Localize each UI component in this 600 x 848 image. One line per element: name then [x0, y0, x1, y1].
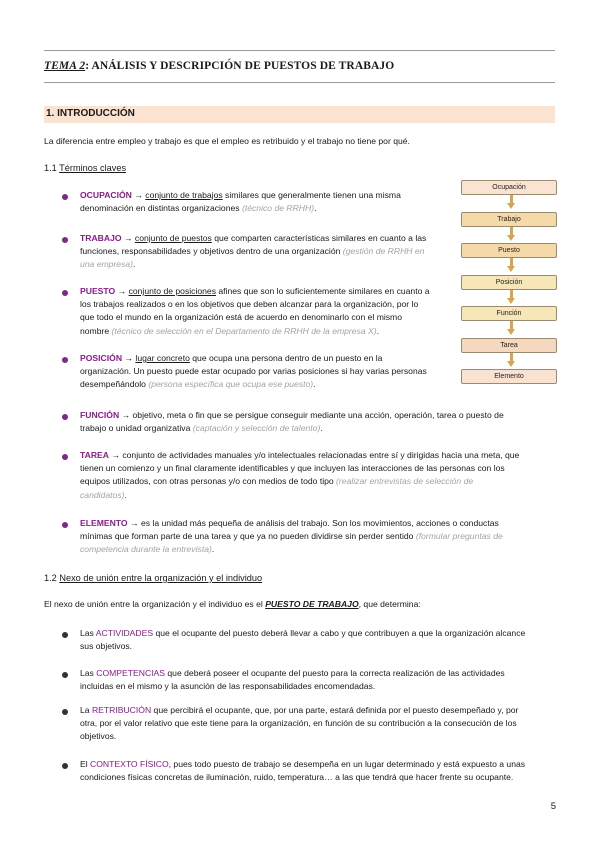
page-number: 5 — [550, 801, 556, 812]
term-line: objetivo, meta o fin que se persigue conseguir mediante una acción, operación, tarea o puesto de — [132, 410, 504, 420]
term-funcion — [80, 409, 556, 435]
bullet-icon — [62, 632, 68, 638]
intro-text: La diferencia entre empleo y trabajo es que el empleo es retribuido y el trabajo no tiene por qué. — [44, 136, 410, 146]
nexo-pre: El nexo de unión entre la organización y el individuo es el — [44, 599, 266, 609]
term-line: denominación en distintas organizaciones — [80, 203, 240, 214]
item-pre: La — [80, 705, 92, 715]
term-keyword: PUESTO — [80, 286, 116, 296]
term-example: (técnico de RRHH) — [239, 203, 315, 214]
bullet-icon — [62, 709, 68, 715]
bullet-icon — [62, 290, 68, 296]
bullet-icon — [62, 522, 68, 528]
nexo-keyword: PUESTO DE TRABAJO — [265, 599, 359, 609]
term-example: (técnico de selección en el Departamento de RRHH de la empresa X) — [109, 325, 377, 336]
item-line: sus objetivos. — [80, 641, 133, 652]
term-line: que ocupa una persona dentro de un puesto en la — [189, 353, 383, 363]
page-title — [44, 60, 394, 72]
term-keyword: FUNCIÓN — [80, 410, 120, 420]
term-end: . — [133, 259, 136, 270]
term-line: organización. Un puesto puede estar ocupado por varias posiciones si hay varias personas — [80, 366, 427, 377]
term-line: nombre — [80, 325, 110, 336]
term-line: que todo el mundo en la organización está de acuerdo en denominarlo con el mismo — [80, 312, 402, 323]
arrow-text: → — [127, 518, 141, 528]
diagram-box-puesto: Puesto — [461, 243, 557, 258]
term-tarea — [80, 449, 556, 502]
item-line: incluidas en el mismo y la asunción de las responsabilidades encomendadas. — [80, 681, 376, 692]
term-line: los trabajos realizados o en los objetivos que deben alcanzar para la organización, por lo — [80, 299, 419, 310]
item-keyword: CONTEXTO FÍSICO — [90, 759, 169, 769]
item-keyword: COMPETENCIAS — [96, 668, 166, 678]
term-example: una empresa) — [80, 259, 134, 270]
bullet-icon — [62, 672, 68, 678]
nexo-item-actividades — [80, 627, 556, 653]
arrow-down-icon — [507, 203, 515, 209]
arrow-down-icon — [507, 235, 515, 241]
term-underlined: conjunto de trabajos — [145, 190, 223, 200]
bullet-icon — [62, 414, 68, 420]
term-end: . — [314, 203, 317, 214]
diagram-box-posicion: Posición — [461, 275, 557, 290]
arrow-down-icon — [507, 329, 515, 335]
term-puesto — [80, 285, 456, 338]
item-line: condiciones físicas concretas de iluminación, ruido, temperatura… a las que tendrá que hacer frente su ocupante. — [80, 772, 514, 783]
arrow-down-icon — [507, 266, 515, 272]
diagram-box-funcion: Función — [461, 306, 557, 321]
item-line: que el ocupante del puesto deberá llevar a cabo y que contribuyen a que la organización alcance — [153, 628, 526, 638]
item-keyword: RETRIBUCIÓN — [91, 705, 152, 715]
item-pre: Las — [80, 628, 96, 638]
bullet-icon — [62, 194, 68, 200]
term-end: . — [376, 325, 380, 336]
item-line: otra, por el valor relativo que este tiene para la organización, en función de su contribución a la consecución de los — [80, 718, 517, 729]
term-posicion — [80, 352, 456, 392]
item-line: que deberá poseer el ocupante del puesto para la correcta realización de las actividades — [165, 668, 505, 678]
arrow-down-icon — [507, 361, 515, 367]
term-end: . — [124, 489, 127, 500]
term-keyword: TRABAJO — [80, 233, 122, 243]
diagram-box-elemento: Elemento — [461, 369, 557, 384]
section-1-2-heading — [44, 573, 262, 583]
term-example: competencia durante la entrevista) — [80, 544, 212, 555]
term-line: que comparten características similares en cuanto a las — [211, 233, 427, 243]
bullet-icon — [62, 454, 68, 460]
term-line: es la unidad más pequeña de análisis del trabajo. Son los movimientos, acciones o conductas — [140, 518, 499, 528]
term-line: similares que generalmente tienen una misma — [222, 190, 401, 200]
term-end: . — [211, 544, 215, 555]
diagram-box-tarea: Tarea — [461, 338, 557, 353]
term-underlined: lugar concreto — [135, 353, 190, 363]
term-line: equipos utilizados, con otras personas y/o con medios de todo tipo — [80, 476, 334, 487]
arrow-text: → — [122, 353, 136, 363]
term-underlined: conjunto de posiciones — [128, 286, 216, 296]
term-keyword: TAREA — [80, 450, 109, 460]
term-example: candidatos) — [80, 489, 125, 500]
arrow-text: → — [119, 410, 133, 420]
term-trabajo — [80, 232, 456, 272]
term-line: afines que son lo suficientemente similares en cuanto a — [216, 286, 430, 296]
item-line: , pues todo puesto de trabajo se desempeña en un lugar determinado y está expuesto a unas — [168, 759, 526, 769]
section-1-1-heading — [44, 163, 126, 173]
nexo-item-competencias — [80, 667, 556, 693]
nexo-text — [44, 598, 421, 611]
term-elemento — [80, 517, 556, 557]
term-line: conjunto de actividades manuales y/o intelectuales relacionadas entre sí y dirigidas hacia una meta, que — [122, 450, 520, 460]
nexo-post: , que determina: — [358, 599, 421, 609]
top-rule — [44, 50, 555, 51]
nexo-item-contexto — [80, 758, 556, 784]
term-end: . — [320, 423, 323, 434]
term-end: . — [313, 379, 316, 390]
term-ocupacion — [80, 189, 456, 215]
diagram-box-ocupacion: Ocupación — [461, 180, 557, 195]
hierarchy-diagram — [461, 180, 557, 384]
arrow-text: → — [131, 190, 146, 200]
item-line: que percibirá el ocupante, que, por una parte, estará definida por el puesto desempeñado y, por — [151, 705, 519, 715]
term-line: tienen un comienzo y un final claramente identificables y que incluyen las interacciones de las personas con los — [80, 463, 505, 474]
diagram-box-trabajo: Trabajo — [461, 212, 557, 227]
term-example: (realizar entrevistas de selección de — [333, 476, 474, 487]
term-example: (formular preguntas de — [413, 531, 503, 542]
title-rule — [44, 82, 555, 83]
term-example: (gestión de RRHH en — [340, 246, 425, 257]
nexo-item-retribucion — [80, 704, 556, 744]
term-example: (captación y selección de talento) — [190, 423, 321, 434]
item-pre: El — [80, 759, 91, 769]
term-keyword: POSICIÓN — [80, 353, 123, 363]
intro-heading: 1. INTRODUCCIÓN — [46, 108, 135, 119]
term-example: (persona específica que ocupa ese puesto) — [145, 379, 314, 390]
section-label: Términos claves — [59, 163, 127, 173]
intro-heading-bar — [44, 106, 555, 123]
item-keyword: ACTIVIDADES — [95, 628, 154, 638]
arrow-text: → — [115, 286, 129, 296]
term-line: mínimas que forman parte de una tarea y que ya no pueden dividirse sin perder sentido — [80, 531, 414, 542]
arrow-text: → — [121, 233, 135, 243]
term-line: desempeñándolo — [80, 379, 146, 390]
item-line: objetivos. — [80, 731, 117, 742]
section-number: 1.2 — [44, 573, 60, 583]
tema-label: TEMA 2 — [44, 60, 86, 72]
term-line: trabajo o unidad organizativa — [80, 423, 191, 434]
item-pre: Las — [80, 668, 97, 678]
term-keyword: OCUPACIÓN — [80, 190, 132, 200]
bullet-icon — [62, 763, 68, 769]
term-keyword: ELEMENTO — [80, 518, 128, 528]
section-number: 1.1 — [44, 163, 60, 173]
bullet-icon — [62, 237, 68, 243]
bullet-icon — [62, 357, 68, 363]
title-rest: : ANÁLISIS Y DESCRIPCIÓN DE PUESTOS DE TRABAJO — [85, 60, 395, 72]
arrow-text: → — [108, 450, 123, 460]
arrow-down-icon — [507, 298, 515, 304]
section-label: Nexo de unión entre la organización y el individuo — [59, 573, 263, 583]
term-line: funciones, responsabilidades y objetivos dentro de una organización — [80, 246, 341, 257]
term-underlined: conjunto de puestos — [134, 233, 212, 243]
